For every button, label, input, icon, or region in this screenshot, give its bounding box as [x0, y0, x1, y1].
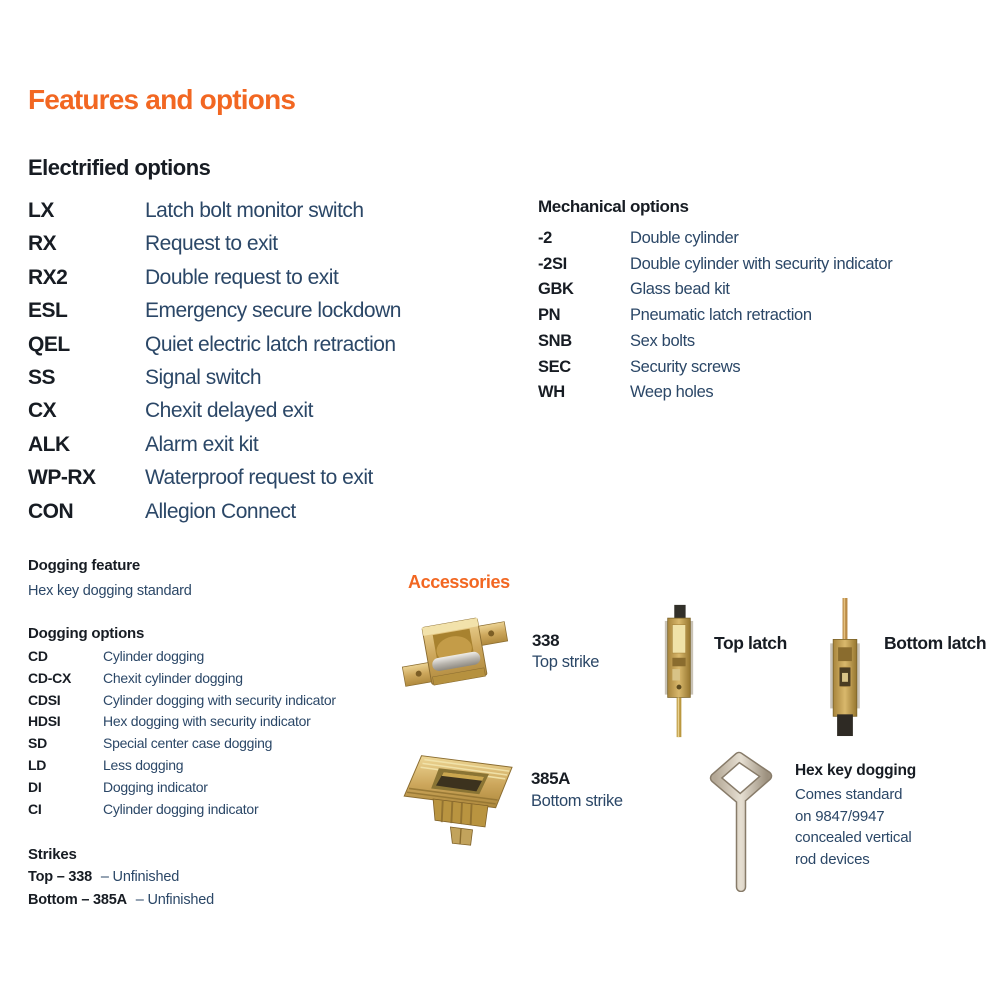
option-row [28, 428, 401, 461]
bottom-latch-image [827, 598, 863, 738]
option-row [28, 690, 336, 712]
option-row [28, 646, 336, 668]
dogging-feature-text: Hex key dogging standard [28, 583, 192, 599]
option-row [28, 777, 336, 799]
option-code: RX2 [28, 265, 68, 289]
option-row [28, 495, 401, 528]
option-row [28, 261, 401, 294]
option-code: CD-CX [28, 669, 72, 686]
option-code: WH [538, 383, 565, 402]
option-code: RX [28, 232, 57, 256]
page-title: Features and options [28, 84, 296, 115]
option-description: Quiet electric latch retraction [145, 332, 396, 356]
option-description: Security screws [630, 357, 741, 376]
option-row [28, 294, 401, 327]
top-latch-image [662, 601, 696, 741]
option-description: Weep holes [630, 383, 714, 402]
option-row [538, 226, 892, 252]
top-strike-label: Top strike [532, 653, 600, 671]
option-description: Signal switch [145, 366, 262, 390]
mechanical-options-heading: Mechanical options [538, 197, 689, 216]
option-code: ESL [28, 299, 68, 323]
option-code: CX [28, 399, 57, 423]
option-row [28, 194, 401, 227]
option-description: Sex bolts [630, 331, 695, 350]
option-description: Less dogging [103, 756, 184, 773]
option-code: -2SI [538, 254, 567, 273]
accessories-heading: Accessories [408, 572, 510, 592]
option-description: Cylinder dogging with security indicator [103, 691, 336, 708]
option-row [538, 277, 892, 303]
option-row [538, 329, 892, 355]
option-description: Chexit cylinder dogging [103, 669, 243, 686]
option-row [28, 227, 401, 260]
option-row [538, 252, 892, 278]
option-description: Hex dogging with security indicator [103, 713, 311, 730]
strike-finish: – Unfinished [100, 869, 180, 885]
option-code: ALK [28, 432, 70, 456]
option-description: Dogging indicator [103, 778, 208, 795]
option-code: -2 [538, 229, 552, 247]
option-code: SD [28, 735, 47, 752]
option-row [28, 799, 336, 821]
option-code: PN [538, 306, 561, 325]
option-row [538, 380, 892, 406]
option-row [28, 733, 336, 755]
option-description: Double request to exit [145, 265, 339, 289]
hex-key-description [795, 784, 911, 870]
strike-finish: – Unfinished [135, 892, 214, 909]
top-strike-code: 338 [532, 631, 560, 650]
option-row [28, 361, 401, 394]
hex-key-image [706, 750, 780, 892]
mechanical-options-list [538, 226, 892, 406]
hex-key-description-line: Comes standard [795, 786, 903, 803]
dogging-options-list [28, 646, 336, 820]
bottom-strike-code: 385A [531, 769, 571, 788]
option-row [28, 668, 336, 690]
hex-key-description-line: on 9847/9947 [795, 807, 885, 825]
option-description: Waterproof request to exit [145, 466, 373, 490]
option-description: Pneumatic latch retraction [630, 306, 812, 325]
bottom-strike-label: Bottom strike [531, 792, 623, 810]
option-code: GBK [538, 280, 574, 299]
option-code: SNB [538, 331, 572, 350]
option-row [28, 755, 336, 777]
option-row [538, 303, 892, 329]
option-row [28, 394, 401, 427]
option-row [28, 711, 336, 733]
top-latch-label: Top latch [714, 633, 787, 653]
hex-key-heading: Hex key dogging [795, 762, 917, 779]
option-description: Cylinder dogging [103, 648, 205, 664]
strike-line [28, 889, 214, 912]
option-code: CI [28, 800, 42, 817]
option-row [28, 328, 401, 361]
option-code: QEL [28, 332, 70, 356]
option-code: SS [28, 366, 56, 390]
dogging-options-heading: Dogging options [28, 625, 145, 642]
option-description: Request to exit [145, 232, 278, 256]
option-code: CDSI [28, 691, 61, 708]
option-code: SEC [538, 357, 571, 376]
electrified-options-heading: Electrified options [28, 155, 211, 180]
top-strike-338-image [399, 611, 511, 697]
strikes-heading: Strikes [28, 846, 77, 863]
option-description: Special center case dogging [103, 735, 273, 752]
option-code: LD [28, 756, 47, 773]
option-code: CD [28, 648, 48, 664]
dogging-feature-heading: Dogging feature [28, 557, 140, 574]
strike-model: Top – 338 [28, 869, 93, 885]
option-description: Chexit delayed exit [145, 399, 313, 423]
option-row [28, 461, 401, 494]
hex-key-description-line: concealed vertical [795, 829, 912, 846]
option-code: HDSI [28, 713, 61, 730]
option-description: Alarm exit kit [145, 432, 259, 456]
electrified-options-list [28, 194, 401, 528]
bottom-latch-label: Bottom latch [884, 633, 987, 653]
strike-model: Bottom – 385A [28, 892, 127, 909]
option-description: Glass bead kit [630, 280, 730, 299]
option-description: Latch bolt monitor switch [145, 199, 364, 222]
option-code: CON [28, 499, 74, 523]
option-description: Allegion Connect [145, 499, 296, 523]
option-code: WP-RX [28, 466, 96, 490]
option-code: LX [28, 199, 54, 222]
strike-line [28, 866, 214, 889]
option-row [538, 355, 892, 381]
option-code: DI [28, 778, 42, 795]
bottom-strike-385a-image [402, 748, 520, 852]
option-description: Emergency secure lockdown [145, 299, 401, 323]
option-description: Cylinder dogging indicator [103, 800, 259, 817]
option-description: Double cylinder [630, 229, 739, 247]
option-description: Double cylinder with security indicator [630, 254, 893, 273]
strikes-lines [28, 866, 214, 912]
hex-key-description-line: rod devices [795, 850, 870, 868]
